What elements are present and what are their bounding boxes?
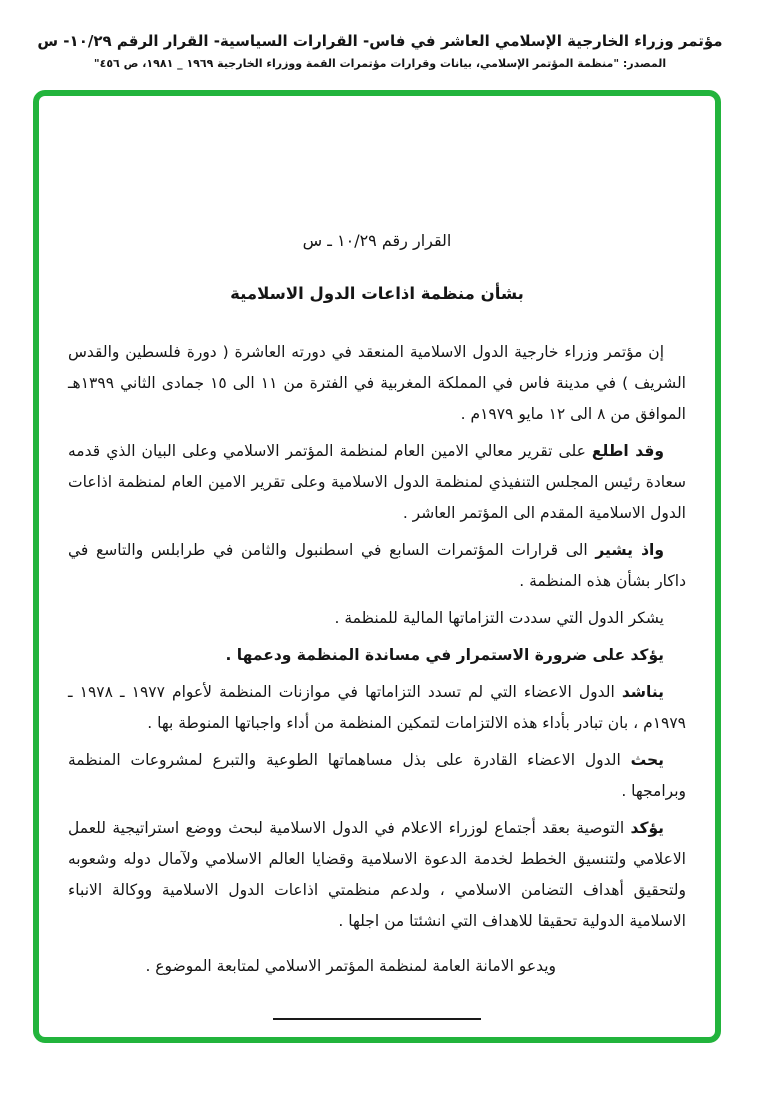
paragraph-text: التوصية بعقد أجتماع لوزراء الاعلام في الدول الاسلامية لبحث ووضع استراتيجية للعمل الاعلامي ولتنسيق الخطط لخدمة الدعوة الاسلامية وقضايا العالم الاسلامي ولآمال دوله وشعوبه ولتحقيق أهداف التضامن الاسلامي ، ولدعم منظمتي اذاعات الدول الاسلامية ووكالة الانباء الاسلامية الدولية تحقيقا للاهداف التي انشئتا من اجلها . — [68, 819, 686, 930]
resolution-number-title: القرار رقم ١٠/٢٩ ـ س — [302, 231, 452, 250]
document-green-frame — [33, 90, 721, 1043]
paragraph-preamble — [68, 337, 686, 430]
paragraph-secretariat-followup — [68, 951, 686, 982]
paragraph-affirm-support — [68, 640, 686, 671]
paragraph-text: الدول الاعضاء القادرة على بذل مساهماتها الطوعية والتبرع لمشروعات المنظمة وبرامجها . — [68, 751, 686, 800]
paragraph-urge-contributions — [68, 745, 686, 807]
paragraph-lead: يحث — [630, 751, 664, 769]
source-header — [0, 0, 760, 72]
paragraph-text: إن مؤتمر وزراء خارجية الدول الاسلامية المنعقد في دورته العاشرة ( دورة فلسطين والقدس الشريف ) في مدينة فاس في المملكة المغربية في الفترة من ١١ الى ١٥ جمادى الثاني ١٣٩٩هـ الموافق من ٨ الى ١٢ مايو ١٩٧٩م . — [68, 343, 686, 423]
paragraph-lead: يناشد — [621, 683, 664, 701]
resolution-subject-title: بشأن منظمة اذاعات الدول الاسلامية — [230, 284, 524, 303]
paragraph-text: يشكر الدول التي سددت التزاماتها المالية للمنظمة . — [334, 609, 664, 627]
paragraph-appeal-arrears — [68, 677, 686, 739]
paragraph-lead: يؤكد على ضرورة الاستمرار في مساندة المنظمة ودعمها . — [225, 646, 664, 664]
paragraph-previous-resolutions — [68, 535, 686, 597]
paragraph-thanks-states — [68, 603, 686, 634]
header-source-line: المصدر: "منظمة المؤتمر الإسلامي، بيانات وقرارات مؤتمرات القمة ووزراء الخارجية ١٩٦٩ _ ١٩٨١، ص ٤٥٦" — [93, 57, 667, 70]
paragraph-lead: وقد اطلع — [591, 442, 664, 460]
header-citation-line: مؤتمر وزراء الخارجية الإسلامي العاشر في فاس- القرارات السياسية- القرار الرقم ١٠/٢٩- س — [37, 32, 723, 50]
paragraph-report-review — [68, 436, 686, 529]
end-divider-line — [273, 1018, 481, 1020]
paragraph-lead: واذ يشير — [595, 541, 664, 559]
paragraph-text: على تقرير معالي الامين العام لمنظمة المؤتمر الاسلامي وعلى البيان الذي قدمه سعادة رئيس المجلس التنفيذي لمنظمة الدول الاسلامية وعلى تقرير الامين العام لمنظمة اذاعات الدول الاسلامية المقدم الى المؤتمر العاشر . — [68, 442, 686, 522]
paragraph-lead: يؤكد — [630, 819, 664, 837]
paragraph-text: الى قرارات المؤتمرات السابع في اسطنبول والثامن في طرابلس والتاسع في داكار بشأن هذه المنظمة . — [68, 541, 686, 590]
paragraph-text: الدول الاعضاء التي لم تسدد التزاماتها في موازنات المنظمة لأعوام ١٩٧٧ ـ ١٩٧٨ ـ ١٩٧٩م ، بان تبادر بأداء هذه الالتزامات لتمكين المنظمة من أداء واجباتها المنوطة بها . — [68, 683, 686, 732]
paragraph-text: ويدعو الامانة العامة لمنظمة المؤتمر الاسلامي لمتابعة الموضوع . — [145, 957, 556, 975]
document-body — [39, 228, 715, 1020]
paragraph-information-ministers-meeting — [68, 813, 686, 937]
